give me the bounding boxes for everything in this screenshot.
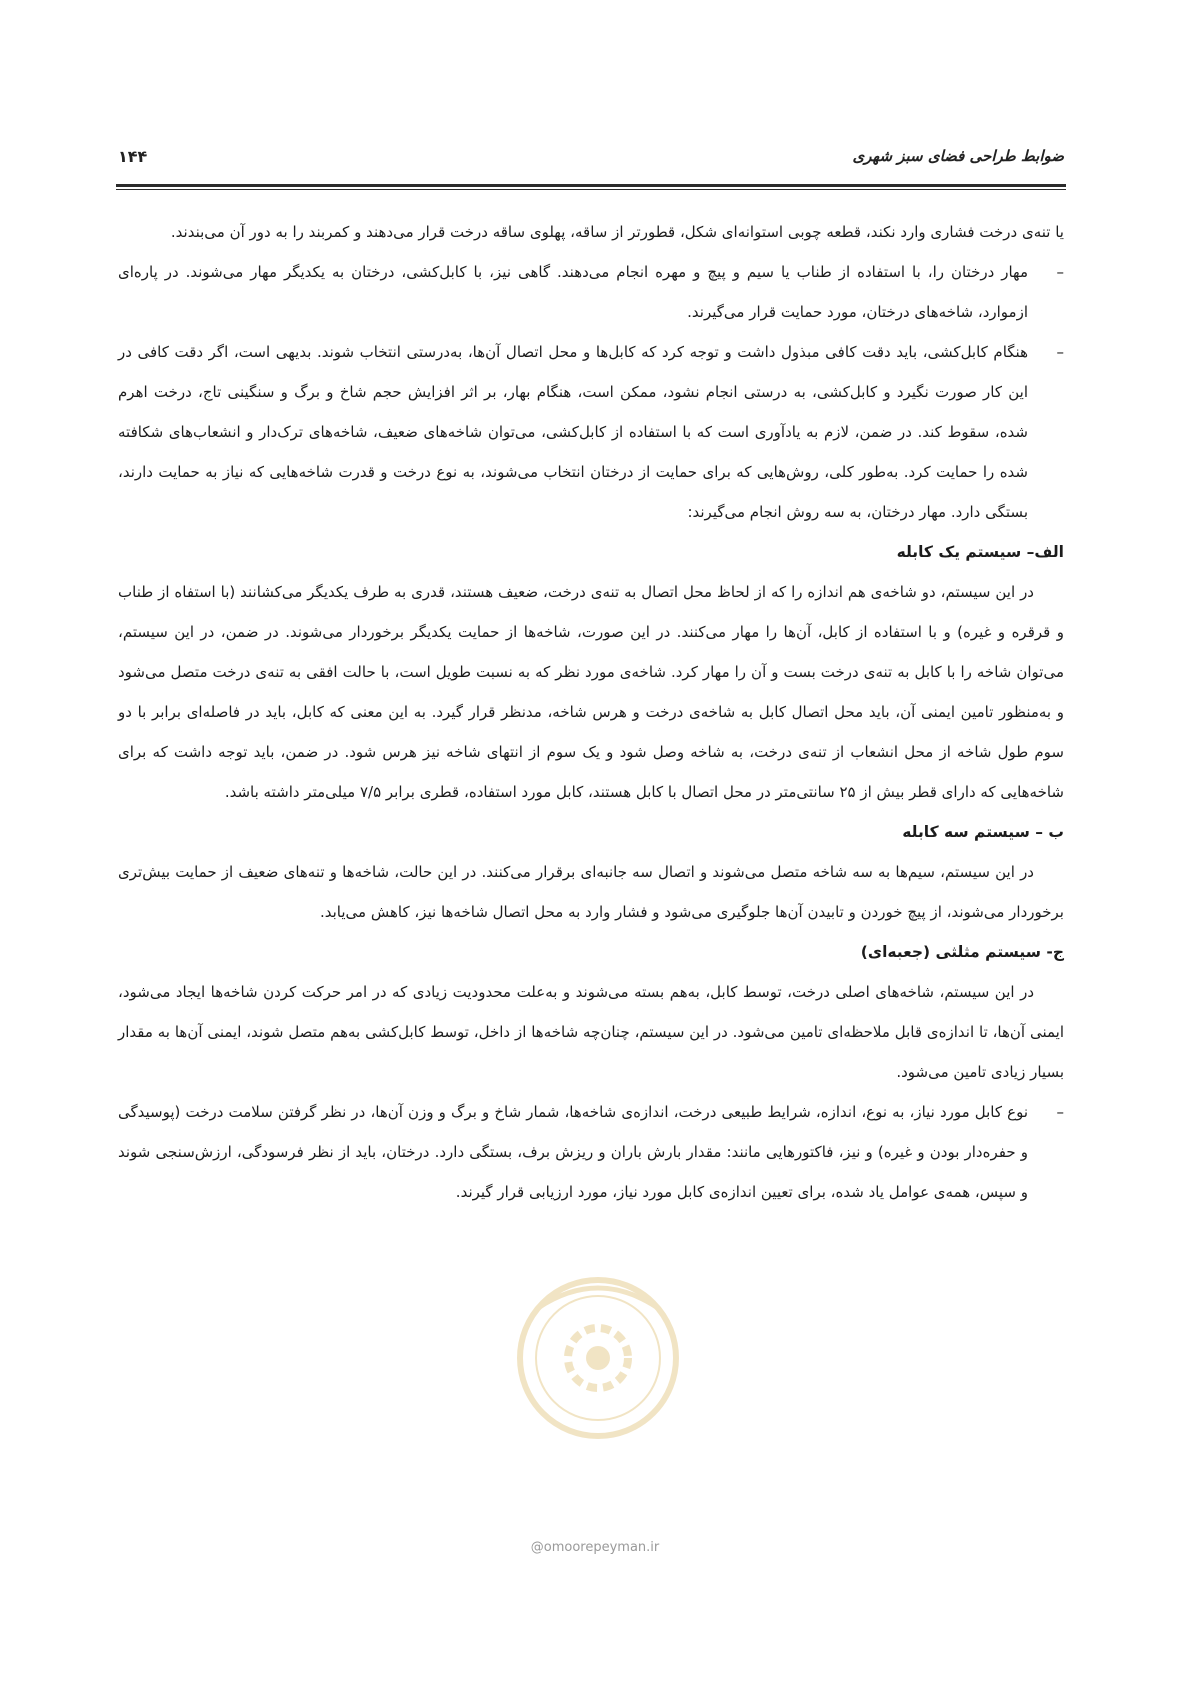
bullet-item: [118, 332, 1064, 532]
paragraph-single-cable: در این سیستم، دو شاخه‌ی هم اندازه را که از لحاظ محل اتصال به تنه‌ی درخت، ضعیف هستند، قدری به طرف یکدیگر می‌کشانند (با استفاه از طناب و قرقره و غیره) و با استفاده از کابل، آن‌ها را مهار می‌کنند. در این صورت، شاخه‌ها از حمایت یکدیگر برخوردار می‌شوند. در ضمن، در این سیستم، می‌توان شاخه را با کابل به تنه‌ی درخت بست و آن را مهار کرد. شاخه‌ی مورد نظر که به نسبت طویل است، با حالت افقی به تنه‌ی درخت متصل می‌شود و به‌منظور تامین ایمنی آن، باید محل اتصال کابل به شاخه‌ی درخت و هرس شاخه، مدنظر قرار گیرد. به این معنی که کابل، باید در فاصله‌ای برابر با دو سوم طول شاخه از محل انشعاب از تنه‌ی درخت، به شاخه وصل شود و یک سوم از انتهای شاخه نیز هرس شود. در ضمن، باید توجه داشت که برای شاخه‌هایی که دارای قطر بیش از ۲۵ سانتی‌متر در محل اتصال با کابل هستند، کابل مورد استفاده، قطری برابر ۷/۵ میلی‌متر داشته باشد.: [118, 583, 1064, 801]
section-heading-triangular: ج- سیستم مثلثی (جعبه‌ای): [860, 943, 1064, 961]
bullet-text: نوع کابل مورد نیاز، به نوع، اندازه، شرایط طبیعی درخت، اندازه‌ی شاخه‌ها، شمار شاخ و برگ و وزن آن‌ها، در نظر گرفتن سلامت درخت (پوسیدگی و حفره‌دار بودن و غیره) و نیز، فاکتورهایی مانند: مقدار بارش باران و ریزش برف، بستگی دارد. درختان، باید از نظر فرسودگی، ارزش‌سنجی شوند و سپس، همه‌ی عوامل یاد شده، برای تعیین اندازه‌ی کابل مورد نیاز، مورد ارزیابی قرار گیرند.: [118, 1103, 1028, 1201]
paragraph-three-cable: در این سیستم، سیم‌ها به سه شاخه متصل می‌شوند و اتصال سه جانبه‌ای برقرار می‌کنند. در این حالت، شاخه‌ها و تنه‌های ضعیف از حمایت بیش‌تری برخوردار می‌شوند، از پیچ خوردن و تابیدن آن‌ها جلوگیری می‌شود و فشار وارد به محل اتصال شاخه‌ها نیز، کاهش می‌یابد.: [118, 863, 1064, 921]
bullet-item: [118, 252, 1064, 332]
body-text: [118, 212, 1064, 1212]
watermark-url: @omoorepeyman.ir: [530, 1540, 660, 1555]
bullet-text: مهار درختان را، با استفاده از طناب یا سیم و پیچ و مهره انجام می‌دهند. گاهی نیز، با کابل‌کشی، درختان به یکدیگر مهار می‌شوند. در پاره‌ای ازموارد، شاخه‌های درختان، مورد حمایت قرار می‌گیرند.: [118, 263, 1028, 321]
section-heading-three-cable: ب – سیستم سه کابله: [902, 823, 1064, 841]
section-heading-single-cable: الف– سیستم یک کابله: [896, 543, 1064, 561]
paragraph-continued: یا تنه‌ی درخت فشاری وارد نکند، قطعه چوبی استوانه‌ای شکل، قطورتر از ساقه، پهلوی ساقه درخت قرار می‌دهند و کمربند را به دور آن می‌بندند.: [170, 223, 1064, 241]
page-header: [118, 138, 1064, 174]
bullet-text: هنگام کابل‌کشی، باید دقت کافی مبذول داشت و توجه کرد که کابل‌ها و محل اتصال آن‌ها، به‌درستی انتخاب شوند. بدیهی است، اگر دقت کافی در این کار صورت نگیرد و کابل‌کشی، به درستی انجام نشود، ممکن است، هنگام بهار، بر اثر افزایش حجم شاخ و برگ و سنگینی تاج، درخت اهرم شده، سقوط کند. در ضمن، لازم به یادآوری است که با استفاده از کابل‌کشی، می‌توان شاخه‌های ضعیف، شاخه‌های ترک‌دار و انشعاب‌های شکافته شده را حمایت کرد. به‌طور کلی، روش‌هایی که برای حمایت از درختان انتخاب می‌شوند، به نوع درخت و قدرت شاخه‌هایی که نیاز به حمایت دارند، بستگی دارد. مهار درختان، به سه روش انجام می‌گیرند:: [118, 343, 1028, 521]
page-number: ۱۴۴: [118, 146, 148, 166]
bullet-dash-icon: –: [1056, 1103, 1064, 1121]
paragraph-triangular: در این سیستم، شاخه‌های اصلی درخت، توسط کابل، به‌هم بسته می‌شوند و به‌علت محدودیت زیادی که در امر حرکت کردن شاخه‌ها ایجاد می‌شود، ایمنی آن‌ها، تا اندازه‌ی قابل ملاحظه‌ای تامین می‌شود. در این سیستم، چنان‌چه شاخه‌ها از داخل، توسط کابل‌کشی به‌هم متصل شوند، ایمنی آن‌ها به مقدار بسیار زیادی تامین می‌شود.: [118, 983, 1064, 1081]
watermark-seal-icon: [498, 1268, 698, 1448]
bullet-dash-icon: –: [1056, 343, 1064, 361]
bullet-dash-icon: –: [1056, 263, 1064, 281]
running-title: ضوابط طراحی فضای سبز شهری: [852, 147, 1064, 165]
header-rule: [116, 184, 1066, 187]
bullet-item: [118, 1092, 1064, 1212]
